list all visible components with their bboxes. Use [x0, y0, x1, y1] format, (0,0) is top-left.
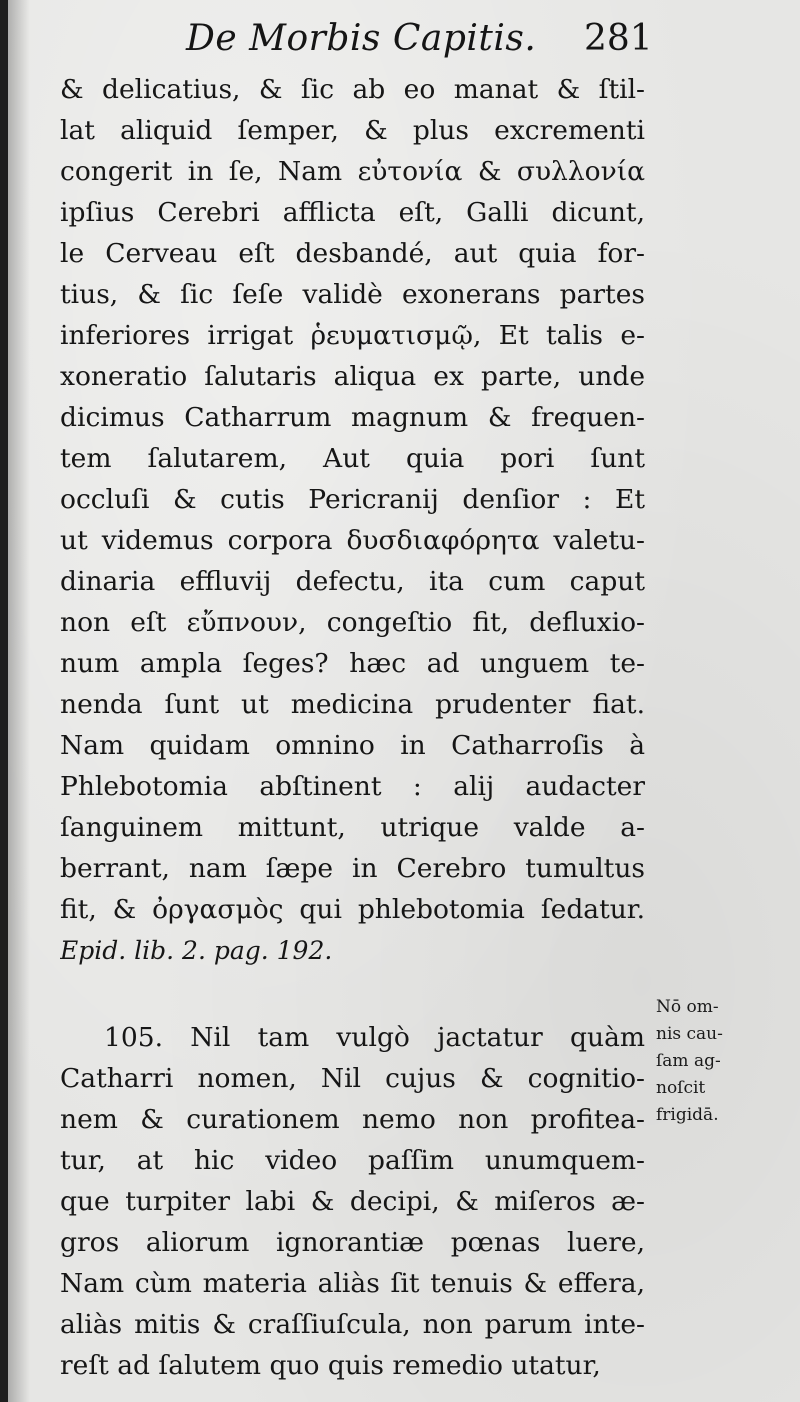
- text-line: tem ſalutarem, Aut quia pori ſunt: [60, 443, 645, 474]
- text-line: lat aliquid ſemper, & plus excrementi: [60, 115, 645, 146]
- text-line: congerit in ſe, Nam εὐτονία & συλλονία: [60, 156, 645, 187]
- page-number: 281: [584, 18, 653, 59]
- text-line: aliàs mitis & craſſiuſcula, non parum inte-: [60, 1309, 645, 1340]
- text-line: occluſi & cutis Pericranij denſior : Et: [60, 484, 645, 515]
- marginal-note-line: nis cau-: [656, 1024, 723, 1044]
- text-line: Nam cùm materia aliàs ſit tenuis & effera,: [60, 1268, 645, 1299]
- marginal-note-line: Nō om-: [656, 997, 719, 1017]
- text-line: ſanguinem mittunt, utrique valde a-: [60, 812, 645, 843]
- marginal-note-line: ſam ag-: [656, 1051, 721, 1071]
- text-line: berrant, nam ſæpe in Cerebro tumultus: [60, 853, 645, 884]
- text-line: ut videmus corpora δυσδιαφόρητα valetu-: [60, 525, 645, 556]
- text-line: 105. Nil tam vulgò jactatur quàm: [104, 1022, 645, 1053]
- text-line: Phlebotomia abſtinent : alij audacter: [60, 771, 645, 802]
- text-line: num ampla ſeges? hæc ad unguem te-: [60, 648, 645, 679]
- text-line: fit, & ὀργασμὸς qui phlebotomia ſedatur.: [60, 894, 645, 925]
- text-line: tur, at hic video paſſim unumquem-: [60, 1145, 645, 1176]
- text-line: Catharri nomen, Nil cujus & cognitio-: [60, 1063, 645, 1094]
- text-line: tius, & ſic ſeſe validè exonerans partes: [60, 279, 645, 310]
- marginal-note-line: frigidā.: [656, 1105, 719, 1125]
- text-line: & delicatius, & ſic ab eo manat & ſtil-: [60, 74, 645, 105]
- text-line: xoneratio ſalutaris aliqua ex parte, unde: [60, 361, 645, 392]
- text-line: gros aliorum ignorantiæ pœnas luere,: [60, 1227, 645, 1258]
- text-line: le Cerveau eſt desbandé, aut quia for-: [60, 238, 645, 269]
- running-title: De Morbis Capitis.: [186, 18, 537, 59]
- text-line: reſt ad ſalutem quo quis remedio utatur,: [60, 1350, 601, 1381]
- text-line: non eſt εὔπνουν, congeſtio fit, defluxio-: [60, 607, 645, 638]
- paragraph-gap: [60, 971, 645, 1017]
- page-header: [8, 18, 800, 68]
- text-line: dicimus Catharrum magnum & frequen-: [60, 402, 645, 433]
- reference-line: Epid. lib. 2. pag. 192.: [60, 936, 333, 965]
- marginal-note: [656, 994, 796, 1129]
- text-line: ipſius Cerebri afflicta eſt, Galli dicunt,: [60, 197, 645, 228]
- book-page: [8, 0, 800, 1402]
- text-line: inferiores irrigat ῥευματισμῷ, Et talis e-: [60, 320, 645, 351]
- text-line: que turpiter labi & decipi, & miſeros æ-: [60, 1186, 645, 1217]
- marginal-note-line: noſcit: [656, 1078, 706, 1098]
- text-line: Nam quidam omnino in Catharroſis à: [60, 730, 645, 761]
- text-line: nenda ſunt ut medicina prudenter fiat.: [60, 689, 645, 720]
- binding-shadow: [8, 0, 30, 1402]
- text-line: dinaria effluvij defectu, ita cum caput: [60, 566, 645, 597]
- text-line: nem & curationem nemo non profitea-: [60, 1104, 645, 1135]
- body-text: [60, 69, 645, 1386]
